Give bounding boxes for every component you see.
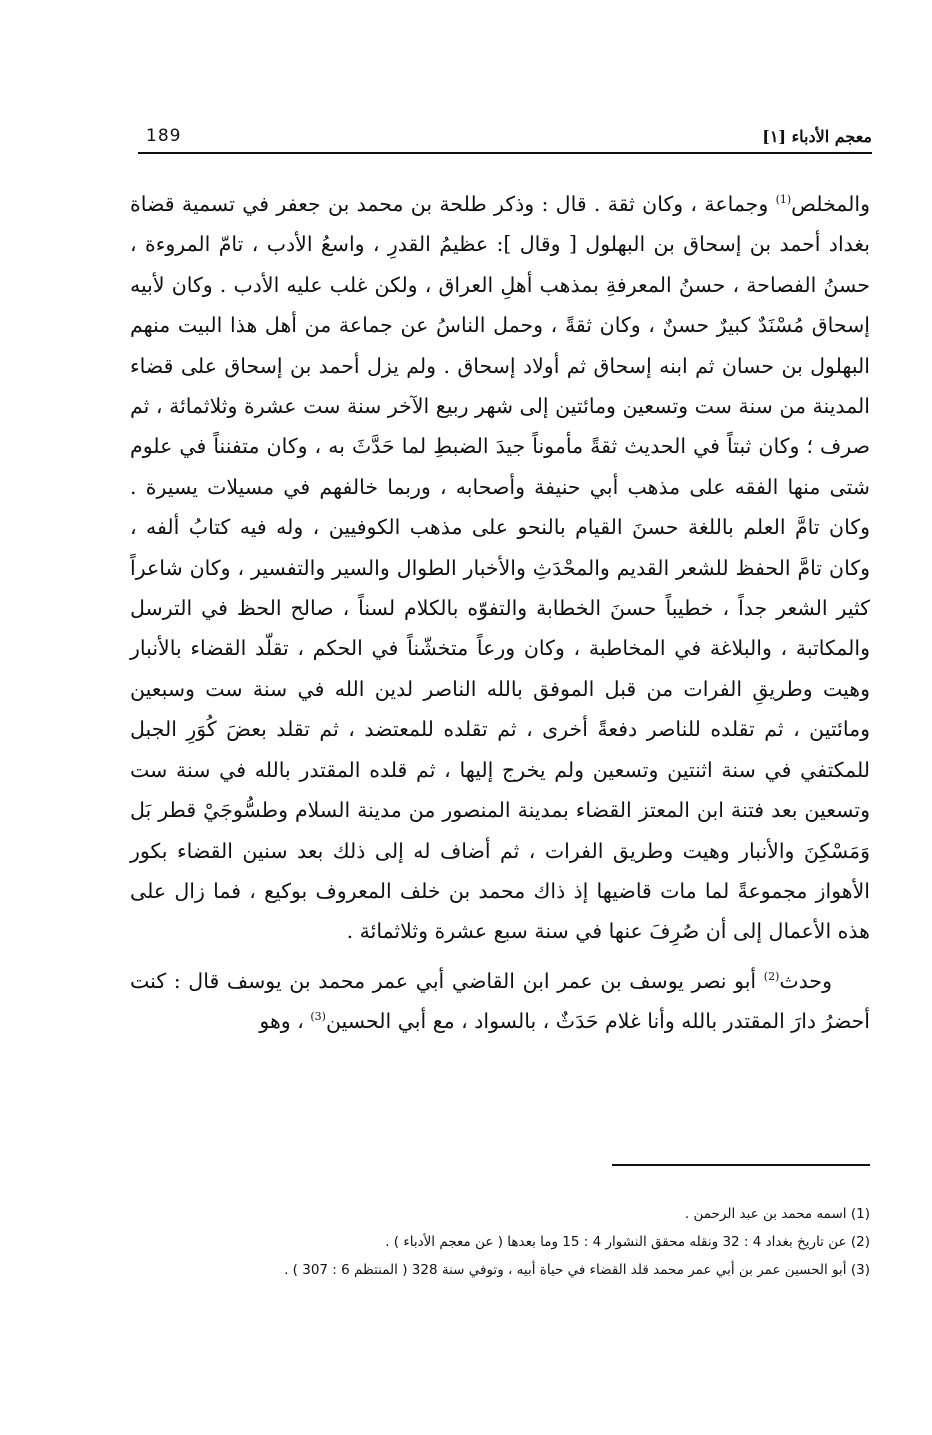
footnote-ref-1: (1) [775,193,792,207]
footnote-1: (1) اسمه محمد بن عبد الرحمن . [684,1206,870,1222]
footnote-3: (3) أبو الحسين عمر بن أبي عمر محمد قلد القضاء في حياة أبيه ، وتوفي سنة 328 ( المنتظم 6 : 307 ) . [284,1262,870,1278]
footnote-ref-2: (2) [763,969,780,983]
paragraph-1 [130,184,870,952]
paragraph-1-start: والمخلص [791,192,870,216]
footnote-ref-3: (3) [310,1010,326,1024]
footnote-separator [612,1164,870,1166]
running-header [138,118,872,154]
book-title: معجم الأدباء [١] [762,127,872,146]
paragraph-2-start: وحدث [779,968,832,993]
main-text [130,184,870,1042]
paragraph-1-text: وجماعة ، وكان ثقة . قال : وذكر طلحة بن محمد بن جعفر في تسمية قضاة بغداد أحمد بن إسحاق بن البهلول [ وقال ]: عظيمُ القدرِ ، واسعُ الأدب ، تامّ المروءة ، حسنُ الفصاحة ، حسنُ المعرفةِ بمذهب أهلِ العراق ، ولكن غلب عليه الأدب . وكان لأبيه إسحاق مُسْنَدٌ كبيرٌ حسنٌ ، وكان ثقةً ، وحمل الناسُ عن جماعة من أهل هذا البيت منهم البهلول بن حسان ثم ابنه إسحاق ثم أولاد إسحاق . ولم يزل أحمد بن إسحاق على قضاء المدينة من سنة ست وتسعين ومائتين إلى شهر ربيع الآخر سنة ست عشرة وثلاثمائة ، ثم صرف ؛ وكان ثبتاً في الحديث ثقةً مأموناً جيدَ الضبطِ لما حَدَّثَ به ، وكان متفنناً في علوم شتى منها الفقه على مذهب أبي حنيفة وأصحابه ، وربما خالفهم في مسيلات يسيرة . وكان تامَّ العلم باللغة حسنَ القيام بالنحو على مذهب الكوفيين ، وله فيه كتابُ ألفه ، وكان تامَّ الحفظ للشعر القديم والمحْدَثِ والأخبار الطوال والسير والتفسير ، وكان شاعراً كثير الشعر جداً ، خطيباً حسنَ الخطابة والتفوّه بالكلام لسناً ، صالح الحظ في الترسل والمكاتبة ، والبلاغة في المخاطبة ، وكان ورعاً متخشّناً في الحكم ، تقلّد القضاء بالأنبار وهيت وطريقِ الفرات من قبل الموفق بالله الناصر لدين الله في سنة ست وسبعين ومائتين ، ثم تقلده للناصر دفعةً أخرى ، ثم تقلده للمعتضد ، ثم تقلد بعضَ كُوَرِ الجبل للمكتفي في سنة اثنتين وتسعين ولم يخرج إليها ، ثم قلده المقتدر بالله في سنة ست وتسعين بعد فتنة ابن المعتز القضاء بمدينة المنصور من مدينة السلام وطسُّوجَيْ قطر بَل وَمَسْكِنَ والأنبار وهيت وطريق الفرات ، ثم أضاف له إلى ذلك بعد سنين القضاء بكور الأهواز مجموعةً لما مات قاضيها إذ ذاك محمد بن خلف المعروف بوكيع ، فما زال على هذه الأعمال إلى أن صُرِفَ عنها في سنة سبع عشرة وثلاثمائة . [130,192,870,944]
footnotes [150,1200,870,1284]
footnote-2: (2) عن تاريخ بغداد 4 : 32 ونقله محقق النشوار 4 : 15 وما بعدها ( عن معجم الأدباء ) . [385,1234,870,1250]
paragraph-2-end: ، وهو [259,1009,311,1034]
paragraph-2-text: أبو نصر يوسف بن عمر ابن القاضي أبي عمر محمد بن يوسف قال : كنت أحضرُ دارَ المقتدر بالله وأنا غلام حَدَثٌ ، بالسواد ، مع أبي الحسين [130,968,870,1034]
paragraph-2 [130,961,870,1042]
page-number: 189 [146,126,182,146]
